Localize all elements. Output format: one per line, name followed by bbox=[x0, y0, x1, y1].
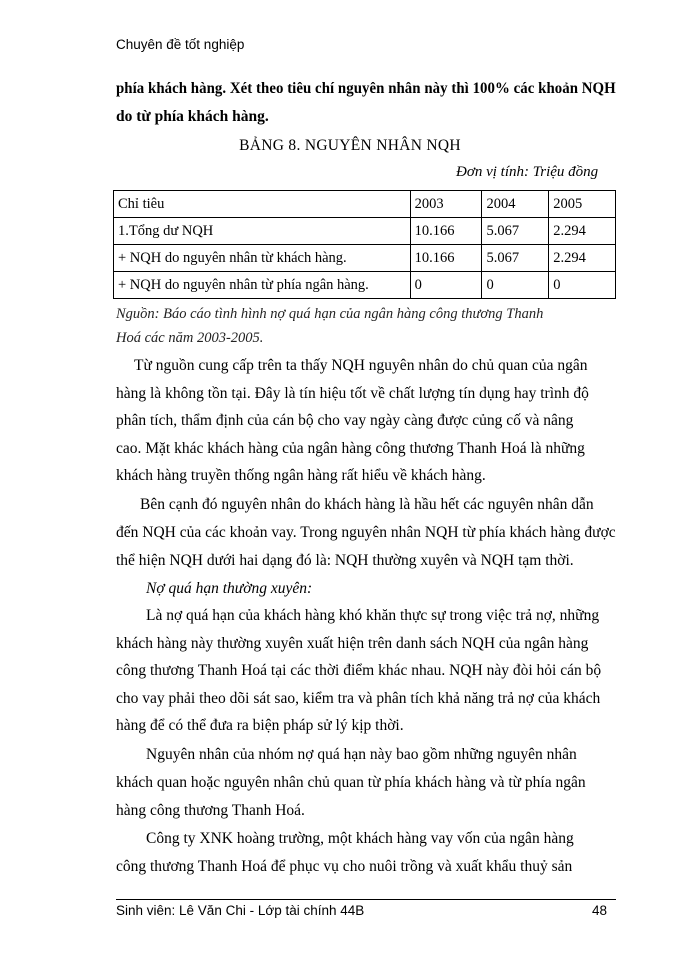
table-cell: 5.067 bbox=[482, 245, 549, 272]
table-cell: 2.294 bbox=[549, 218, 616, 245]
body-line: Công ty XNK hoàng trường, một khách hàng vay vốn của ngân hàng bbox=[146, 830, 574, 847]
running-header: Chuyên đề tốt nghiệp bbox=[116, 37, 245, 52]
table-cell: 1.Tổng dư NQH bbox=[114, 218, 411, 245]
header-cell: 2003 bbox=[410, 191, 482, 218]
table-cell: + NQH do nguyên nhân từ khách hàng. bbox=[114, 245, 411, 272]
table-cell: + NQH do nguyên nhân từ phía ngân hàng. bbox=[114, 272, 411, 299]
table-row bbox=[114, 245, 616, 272]
header-cell: Chỉ tiêu bbox=[114, 191, 411, 218]
body-line: thể hiện NQH dưới hai dạng đó là: NQH thường xuyên và NQH tạm thời. bbox=[116, 552, 574, 569]
table-cell: 2.294 bbox=[549, 245, 616, 272]
table-unit: Đơn vị tính: Triệu đồng bbox=[456, 164, 599, 180]
body-line: khách hàng truyền thống ngân hàng rất hiểu về khách hàng. bbox=[116, 467, 486, 484]
page-number: 48 bbox=[592, 903, 608, 918]
table-header-row bbox=[114, 191, 616, 218]
table-row bbox=[114, 272, 616, 299]
table-row bbox=[114, 218, 616, 245]
body-line: Nguyên nhân của nhóm nợ quá hạn này bao gồm những nguyên nhân bbox=[146, 746, 577, 763]
table-cell: 10.166 bbox=[410, 245, 482, 272]
body-line: Là nợ quá hạn của khách hàng khó khăn thực sự trong việc trả nợ, những bbox=[146, 607, 600, 624]
body-line: cao. Mặt khác khách hàng của ngân hàng công thương Thanh Hoá là những bbox=[116, 440, 585, 457]
body-line: đến NQH của các khoản vay. Trong nguyên nhân NQH từ phía khách hàng được bbox=[116, 524, 616, 541]
body-line: công thương Thanh Hoá tại các thời điểm khác nhau. NQH này đòi hỏi cán bộ bbox=[116, 662, 602, 679]
body-line: khách quan hoặc nguyên nhân chủ quan từ phía khách hàng và từ phía ngân bbox=[116, 774, 586, 791]
intro-line-1: phía khách hàng. Xét theo tiêu chí nguyên nhân này thì 100% các khoản NQH bbox=[116, 80, 616, 97]
table-cell: 0 bbox=[549, 272, 616, 299]
footer-text: Sinh viên: Lê Văn Chi - Lớp tài chính 44B bbox=[116, 903, 365, 918]
table-cell: 0 bbox=[410, 272, 482, 299]
body-line: hàng là không tồn tại. Đây là tín hiệu tốt về chất lượng tín dụng hay trình độ bbox=[116, 385, 589, 402]
table-cell: 5.067 bbox=[482, 218, 549, 245]
header-cell: 2004 bbox=[482, 191, 549, 218]
body-line: khách hàng này thường xuyên xuất hiện trên danh sách NQH của ngân hàng bbox=[116, 635, 589, 652]
body-line: công thương Thanh Hoá để phục vụ cho nuôi trồng và xuất khẩu thuỷ sản bbox=[116, 858, 573, 875]
intro-line-2: do từ phía khách hàng. bbox=[116, 108, 269, 125]
table-title: BẢNG 8. NGUYÊN NHÂN NQH bbox=[239, 137, 461, 154]
table-cell: 0 bbox=[482, 272, 549, 299]
body-line: Từ nguồn cung cấp trên ta thấy NQH nguyên nhân do chủ quan của ngân bbox=[134, 357, 588, 374]
body-line: phân tích, thẩm định của cán bộ cho vay ngày càng được củng cố và nâng bbox=[116, 412, 574, 429]
body-line: cho vay phải theo dõi sát sao, kiểm tra và phân tích khả năng trả nợ của khách bbox=[116, 690, 601, 707]
footer-divider bbox=[116, 899, 616, 900]
table-source-line-1: Nguồn: Báo cáo tình hình nợ quá hạn của ngân hàng công thương Thanh bbox=[116, 306, 544, 322]
body-line: hàng công thương Thanh Hoá. bbox=[116, 802, 305, 819]
header-cell: 2005 bbox=[549, 191, 616, 218]
body-line: hàng để có thể đưa ra biện pháp sử lý kịp thời. bbox=[116, 717, 404, 734]
table-cell: 10.166 bbox=[410, 218, 482, 245]
nqh-cause-table bbox=[113, 190, 616, 299]
subheading: Nợ quá hạn thường xuyên: bbox=[146, 580, 313, 597]
table-source-line-2: Hoá các năm 2003-2005. bbox=[116, 330, 264, 346]
body-line: Bên cạnh đó nguyên nhân do khách hàng là hầu hết các nguyên nhân dẫn bbox=[140, 496, 594, 513]
